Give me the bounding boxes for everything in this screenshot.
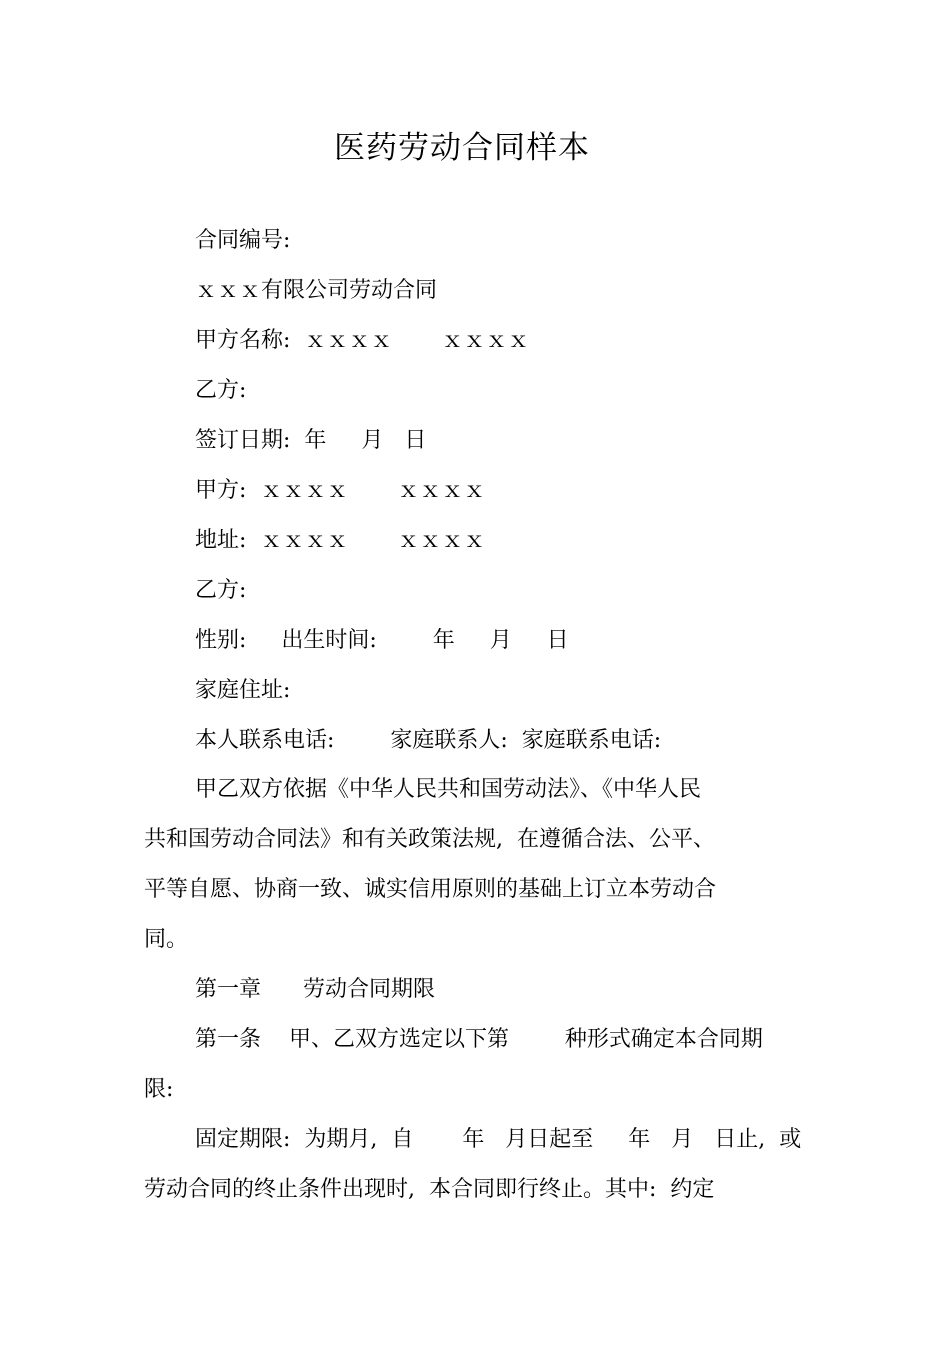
paragraph-line: 甲乙双方依据《中华人民共和国劳动法》、《中华人民: [195, 777, 702, 802]
gender-birth-line: 性别: 出生时间: 年 月 日: [195, 628, 569, 653]
party-a-line: 甲方: ｘｘｘｘ ｘｘｘｘ: [195, 478, 486, 503]
chapter-heading: 第一章 劳动合同期限: [195, 977, 435, 1002]
paragraph-line: 同。: [144, 927, 189, 952]
signing-date-line: 签订日期: 年 月 日: [195, 428, 427, 453]
contact-phone-line: 本人联系电话: 家庭联系人: 家庭联系电话:: [195, 728, 662, 753]
paragraph-line: 共和国劳动合同法》和有关政策法规, 在遵循合法、公平、: [144, 827, 715, 852]
article-line: 第一条 甲、乙双方选定以下第 种形式确定本合同期: [195, 1027, 763, 1052]
home-address-line: 家庭住址:: [195, 678, 291, 703]
party-a-name-line: 甲方名称: ｘｘｘｘ ｘｘｘｘ: [195, 328, 530, 353]
paragraph-line: 平等自愿、协商一致、诚实信用原则的基础上订立本劳动合: [144, 877, 717, 902]
company-contract-line: ｘｘｘ有限公司劳动合同: [195, 278, 438, 303]
party-b-line: 乙方:: [195, 378, 247, 403]
contract-number-line: 合同编号:: [195, 228, 291, 253]
address-line: 地址: ｘｘｘｘ ｘｘｘｘ: [195, 528, 486, 553]
document-title: 医药劳动合同样本: [334, 130, 590, 166]
party-b-line-2: 乙方:: [195, 578, 247, 603]
article-line: 限:: [144, 1077, 174, 1102]
fixed-term-line: 劳动合同的终止条件出现时, 本合同即行终止。其中: 约定: [144, 1177, 715, 1202]
fixed-term-line: 固定期限: 为期月, 自 年 月日起至 年 月 日止, 或: [195, 1127, 802, 1152]
